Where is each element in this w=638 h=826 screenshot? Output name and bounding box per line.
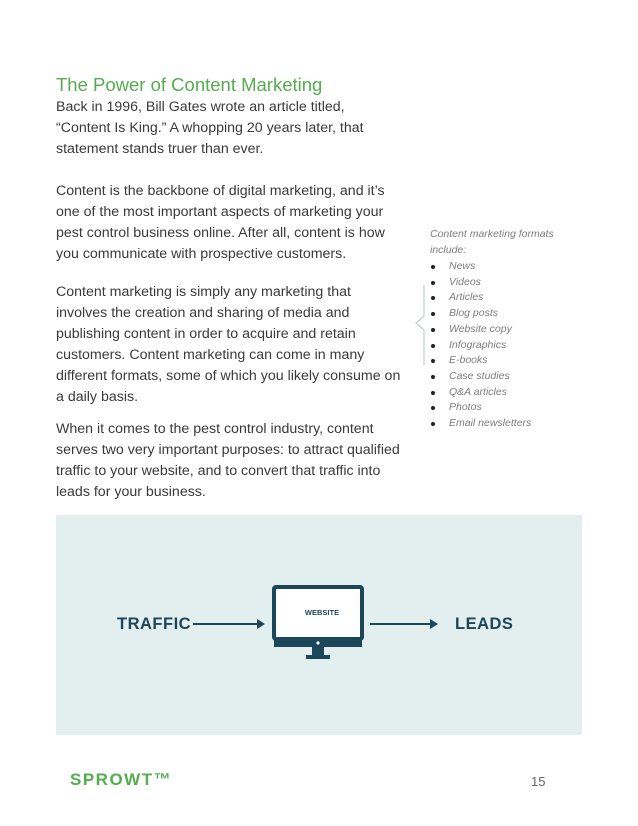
list-item: Website copy (430, 322, 580, 338)
format-list (430, 259, 580, 432)
paragraph-2: Content is the backbone of digital marketing, and it’s one of the most important aspects of marketing your pest control business online. After all, content is how you communicate with prospective customers. (56, 183, 385, 262)
list-item: News (430, 259, 580, 275)
list-item: Infographics (430, 338, 580, 354)
sidebar-callout (430, 226, 580, 432)
list-item: Email newsletters (430, 416, 580, 432)
sidebar-intro: Content marketing formats include: (430, 228, 554, 256)
paragraph-1: Back in 1996, Bill Gates wrote an article titled, “Content Is King.” A whopping 20 years later, that statement stands truer than ever. (56, 99, 364, 157)
arrow-right-icon (370, 617, 440, 631)
list-item: Q&A articles (430, 385, 580, 401)
traffic-label: TRAFFIC (117, 615, 192, 633)
list-item: Articles (430, 290, 580, 306)
monitor-icon (272, 585, 364, 661)
list-item: E-books (430, 353, 580, 369)
paragraph-4: When it comes to the pest control industry, content serves two very important purposes: to attract qualified traffic to your website, and to convert that traffic into leads for your business. (56, 421, 400, 500)
sprowt-logo: SPROWT™ (70, 770, 173, 789)
list-item: Photos (430, 400, 580, 416)
page-number: 15 (531, 774, 546, 789)
leads-label: LEADS (455, 615, 514, 633)
bracket-divider (410, 285, 430, 365)
list-item: Videos (430, 275, 580, 291)
list-item: Case studies (430, 369, 580, 385)
monitor-label: WEBSITE (304, 608, 340, 617)
list-item: Blog posts (430, 306, 580, 322)
paragraph-3: Content marketing is simply any marketing that involves the creation and sharing of media and publishing content in order to acquire and retain customers. Content marketing can come in many different formats, some of which you likely consume on a daily basis. (56, 284, 401, 405)
arrow-right-icon (193, 617, 267, 631)
page-title: The Power of Content Marketing (56, 74, 323, 95)
